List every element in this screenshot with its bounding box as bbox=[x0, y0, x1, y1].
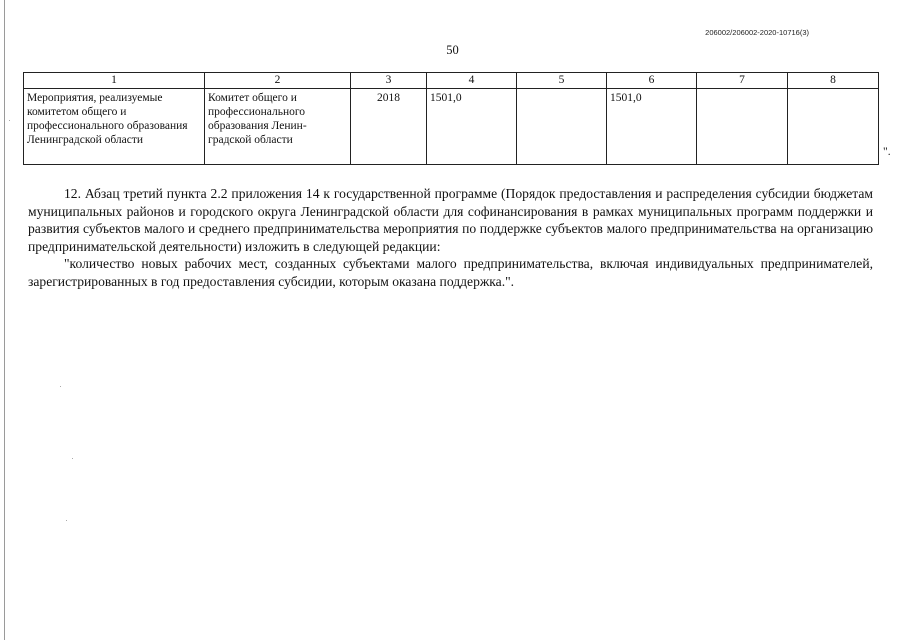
column-header: 7 bbox=[697, 73, 788, 89]
year-cell: 2018 bbox=[351, 89, 427, 165]
amount-cell: 1501,0 bbox=[427, 89, 517, 165]
column-header: 6 bbox=[607, 73, 697, 89]
document-code: 206002/206002-2020-10716(3) bbox=[705, 28, 809, 37]
amount-cell bbox=[517, 89, 607, 165]
scan-left-edge bbox=[4, 0, 5, 640]
closing-quote: ". bbox=[883, 146, 891, 158]
amount-cell bbox=[697, 89, 788, 165]
amount-cell bbox=[788, 89, 879, 165]
body-text bbox=[28, 185, 873, 291]
scan-speck bbox=[9, 120, 10, 121]
scan-speck bbox=[72, 458, 73, 459]
amount-cell: 1501,0 bbox=[607, 89, 697, 165]
column-header: 3 bbox=[351, 73, 427, 89]
column-header: 1 bbox=[24, 73, 205, 89]
activity-cell: Мероприятия, реализуемые комитетом общего и профессионального образования Ленинградской области bbox=[24, 89, 205, 165]
column-header: 4 bbox=[427, 73, 517, 89]
program-table bbox=[23, 72, 879, 165]
executor-cell: Комитет общего и профессионального образования Ленин-градской области bbox=[205, 89, 351, 165]
page-number: 50 bbox=[446, 43, 459, 57]
amendment-paragraph: 12. Абзац третий пункта 2.2 приложения 14 к государственной программе (Порядок предоставления и распределения субсидии бюджетам муниципальных районов и городского округа Ленинградской области для софинансирования в рамках муниципальных программ поддержки и развития субъектов малого и среднего предпринимательства мероприятия по поддержке субъектов малого предпринимательства на организацию предпринимательской деятельности) изложить в следующей редакции: bbox=[28, 186, 873, 254]
scan-speck bbox=[66, 520, 67, 521]
column-header: 8 bbox=[788, 73, 879, 89]
table-header-row bbox=[24, 73, 879, 89]
quoted-paragraph: "количество новых рабочих мест, созданных субъектами малого предпринимательства, включая индивидуальных предпринимателей, зарегистрированных в год предоставления субсидии, которым оказана поддержка.". bbox=[28, 256, 873, 289]
scan-speck bbox=[60, 386, 61, 387]
column-header: 5 bbox=[517, 73, 607, 89]
table-row bbox=[24, 89, 879, 165]
column-header: 2 bbox=[205, 73, 351, 89]
